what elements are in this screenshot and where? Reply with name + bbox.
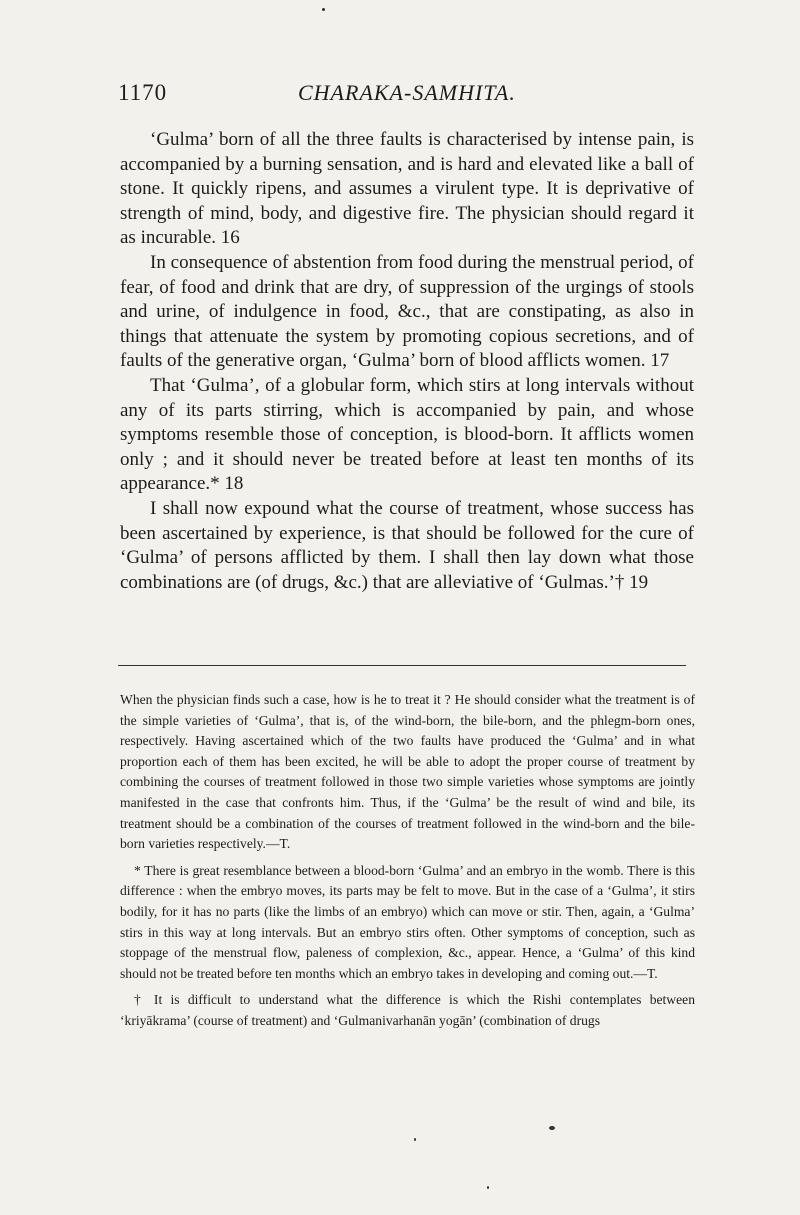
paragraph: That ‘Gulma’, of a globular form, which stirs at long intervals without any of its parts stirring, which is accompanied by pain, and whose symptoms resemble those of conception, is blood-born. It afflicts women only ; and it should never be treated before at least ten months of its appearance.* 18 — [120, 374, 694, 495]
footnotes — [120, 690, 695, 1038]
paragraph: I shall now expound what the course of treatment, whose success has been ascertained by experience, is that should be followed for the cure of ‘Gulma’ of persons afflicted by them. I shall then lay down what those combinations are (of drugs, &c.) that are alleviative of ‘Gulmas.’† 19 — [120, 497, 694, 593]
main-text — [120, 128, 694, 595]
page-number: 1170 — [118, 80, 168, 105]
footnote: When the physician finds such a case, how is he to treat it ? He should consider what the treatment is of the simple varieties of ‘Gulma’, that is, of the wind-born, the bile-born, and the phlegm-born ones, respectively. Having ascertained which of the two faults have produced the ‘Gulma’ and in what proportion each of them has been excited, he will be able to adopt the proper course of treatment by combining the courses of treatment followed in those two simple varieties whose symptoms are jointly manifested in the case that confronts him. Thus, if the ‘Gulma’ be the result of wind and bile, its treatment should be a combination of the courses of treatment followed in the wind-born and the bile-born varieties respectively.—T. — [120, 692, 695, 852]
footnote: * There is great resemblance between a blood-born ‘Gulma’ and an embryo in the womb. There is this difference : when the embryo moves, its parts may be felt to move. But in the case of a ‘Gulma’, it stirs bodily, for it has no parts (like the limbs of an embryo) which can move or stir. Then, again, a ‘Gulma’ stirs in this way at long intervals. But an embryo stirs often. Other symptoms of conception, such as stoppage of the menstrual flow, paleness of complexion, &c., appear. Hence, a ‘Gulma’ of this kind should not be treated before ten months which an embryo takes in developing and coming out.—T. — [120, 862, 695, 981]
footnote-divider — [118, 665, 686, 666]
paragraph: In consequence of abstention from food during the menstrual period, of fear, of food and drink that are dry, of suppression of the urgings of stools and urine, of indulgence in food, &c., that are constipating, as also in things that attenuate the system by promoting copious secretions, and of faults of the generative organ, ‘Gulma’ born of blood afflicts women. 17 — [120, 251, 694, 372]
paragraph: ‘Gulma’ born of all the three faults is characterised by intense pain, is accompanied by a burning sensation, and is hard and elevated like a ball of stone. It quickly ripens, and assumes a virulent type. It is deprivative of strength of mind, body, and digestive fire. The physician should regard it as incurable. 16 — [120, 129, 694, 249]
page-header — [118, 80, 698, 110]
footnote: † It is difficult to understand what the difference is which the Rishi contemplates between ‘kriyākrama’ (course of treatment) and ‘Gulmanivarhanān yogān’ (combination of drugs — [120, 992, 695, 1028]
running-title: CHARAKA-SAMHITA. — [298, 80, 516, 105]
